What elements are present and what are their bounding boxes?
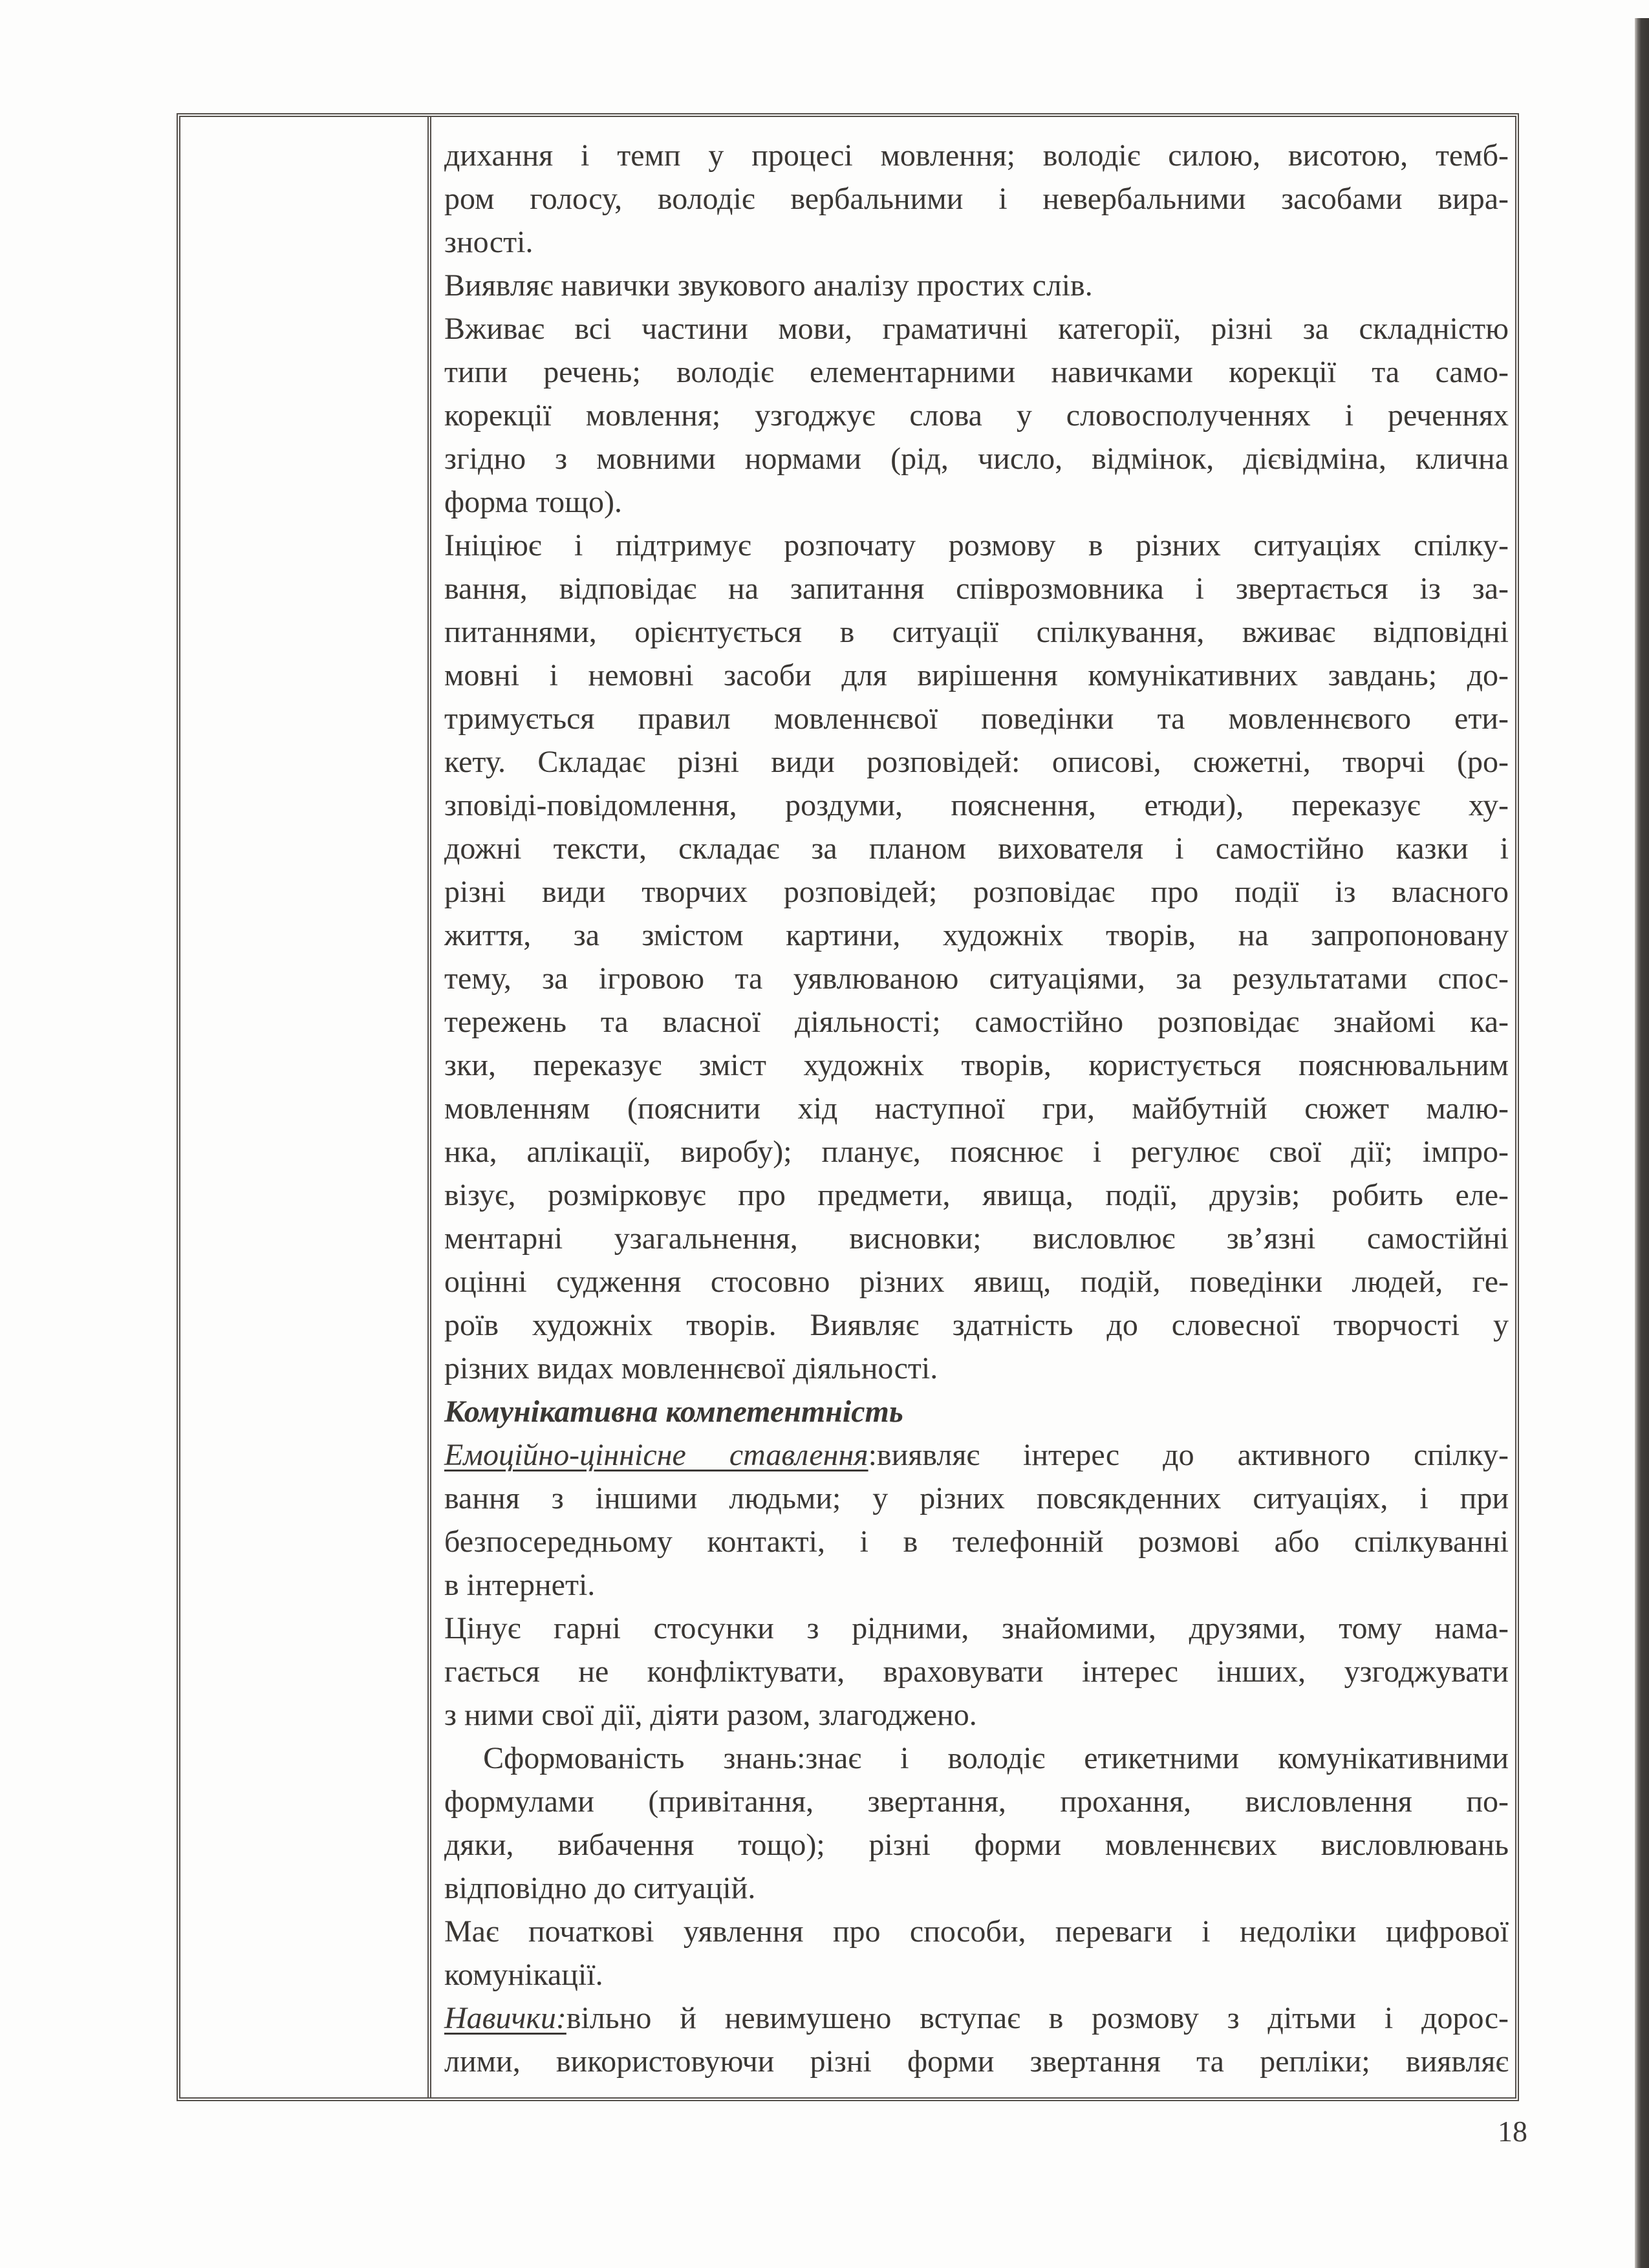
text-line xyxy=(444,1823,1509,1867)
text-line xyxy=(444,350,1509,394)
body-text: в інтернеті. xyxy=(444,1568,596,1602)
text-line xyxy=(444,610,1509,654)
text-line xyxy=(444,784,1509,827)
body-text: ментарні узагальнення, висновки; висловлює зв’язні самостійні xyxy=(444,1221,1509,1256)
page-number: 18 xyxy=(1498,2115,1527,2148)
text-line xyxy=(444,567,1509,610)
body-text: Виявляє навички звукового аналізу простих слів. xyxy=(444,268,1093,303)
text-line xyxy=(444,524,1509,567)
text-line xyxy=(444,220,1509,264)
text-line xyxy=(444,1390,1509,1433)
body-text: Ініціює і підтримує розпочату розмову в різних ситуаціях спілку- xyxy=(444,528,1509,562)
body-text: ром голосу, володіє вербальними і невербальними засобами вира- xyxy=(444,182,1509,216)
body-text: згідно з мовними нормами (рід, число, відмінок, дієвідміна, клична xyxy=(444,442,1509,476)
body-text: комунікації. xyxy=(444,1958,603,1992)
body-text: гається не конфліктувати, враховувати інтерес інших, узгоджувати xyxy=(444,1654,1509,1689)
body-text: різні види творчих розповідей; розповідає про події із власного xyxy=(444,875,1509,909)
text-line xyxy=(444,1953,1509,1996)
body-text: зності. xyxy=(444,225,534,259)
text-line xyxy=(444,914,1509,957)
body-text: нка, аплікації, виробу); планує, пояснює і регулює свої дії; імпро- xyxy=(444,1135,1509,1169)
body-text: мовленням (пояснити хід наступної гри, майбутній сюжет малю- xyxy=(444,1091,1509,1126)
body-text: безпосередньому контакті, і в телефонній розмові або спілкуванні xyxy=(444,1524,1509,1559)
text-line xyxy=(444,2040,1509,2083)
text-line xyxy=(444,957,1509,1000)
text-line xyxy=(444,1737,1509,1780)
text-line xyxy=(444,1867,1509,1910)
body-text: форма тощо). xyxy=(444,485,623,519)
body-text: Сформованість знань:знає і володіє етикетними комунікативними xyxy=(444,1741,1509,1775)
body-text: оцінні судження стосовно різних явищ, подій, поведінки людей, ге- xyxy=(444,1265,1509,1299)
text-line xyxy=(444,1347,1509,1390)
body-text: життя, за змістом картини, художніх творів, на запропоновану xyxy=(444,918,1509,952)
table-cell-empty xyxy=(180,117,431,2097)
heading-text: Комунікативна компетентність xyxy=(444,1395,903,1429)
text-line xyxy=(444,1000,1509,1043)
text-line xyxy=(444,740,1509,784)
text-line xyxy=(444,437,1509,480)
text-line xyxy=(444,1477,1509,1520)
body-text: вільно й невимушено вступає в розмову з дітьми і дорос- xyxy=(566,2001,1509,2035)
body-text: Цінує гарні стосунки з рідними, знайомими, друзями, тому нама- xyxy=(444,1611,1509,1645)
body-text: формулами (привітання, звертання, прохання, висловлення по- xyxy=(444,1784,1509,1819)
text-line xyxy=(444,1780,1509,1823)
underlined-term: Емоційно-ціннісне ставлення xyxy=(444,1438,868,1472)
body-text: тримується правил мовленнєвої поведінки та мовленнєвого ети- xyxy=(444,701,1509,736)
text-line xyxy=(444,1130,1509,1173)
content-table xyxy=(177,113,1519,2101)
table-cell-text xyxy=(431,117,1515,2097)
text-line xyxy=(444,1607,1509,1650)
text-line xyxy=(444,827,1509,870)
text-line xyxy=(444,1910,1509,1953)
text-line xyxy=(444,480,1509,524)
text-line xyxy=(444,307,1509,350)
text-line xyxy=(444,1433,1509,1477)
body-text: корекції мовлення; узгоджує слова у словосполученнях і реченнях xyxy=(444,398,1509,433)
text-line xyxy=(444,1520,1509,1563)
body-text: мовні і немовні засоби для вирішення комунікативних завдань; до- xyxy=(444,658,1509,692)
body-text: дихання і темп у процесі мовлення; володіє силою, висотою, темб- xyxy=(444,138,1509,173)
body-text: тережень та власної діяльності; самостійно розповідає знайомі ка- xyxy=(444,1005,1509,1039)
text-line xyxy=(444,1693,1509,1737)
text-line xyxy=(444,870,1509,914)
body-text: з ними свої дії, діяти разом, злагоджено. xyxy=(444,1698,977,1732)
text-line xyxy=(444,1996,1509,2040)
text-line xyxy=(444,1217,1509,1260)
scan-edge-shadow xyxy=(1635,18,1649,2268)
body-text: дожні тексти, складає за планом вихователя і самостійно казки і xyxy=(444,831,1509,866)
text-line xyxy=(444,1260,1509,1303)
body-text: різних видах мовленнєвої діяльності. xyxy=(444,1351,938,1385)
body-text: відповідно до ситуацій. xyxy=(444,1871,756,1905)
body-text: дяки, вибачення тощо); різні форми мовленнєвих висловлювань xyxy=(444,1828,1509,1862)
body-text: тему, за ігровою та уявлюваною ситуаціями, за результатами спос- xyxy=(444,961,1509,996)
body-text: вання з іншими людьми; у різних повсякденних ситуаціях, і при xyxy=(444,1481,1509,1515)
text-line xyxy=(444,1303,1509,1347)
text-line xyxy=(444,177,1509,220)
body-text: лими, використовуючи різні форми звертання та репліки; виявляє xyxy=(444,2044,1509,2079)
body-text: :виявляє інтерес до активного спілку- xyxy=(868,1438,1509,1472)
body-text: візує, розмірковує про предмети, явища, події, друзів; робить еле- xyxy=(444,1178,1509,1212)
body-text: зки, переказує зміст художніх творів, користується пояснювальним xyxy=(444,1048,1509,1082)
body-text: типи речень; володіє елементарними навичками корекції та само- xyxy=(444,355,1509,389)
body-text: Вживає всі частини мови, граматичні категорії, різні за складністю xyxy=(444,312,1509,346)
text-line xyxy=(444,1043,1509,1087)
body-text: кету. Складає різні види розповідей: описові, сюжетні, творчі (ро- xyxy=(444,745,1509,779)
text-line xyxy=(444,394,1509,437)
text-line xyxy=(444,654,1509,697)
body-text: питаннями, орієнтується в ситуації спілкування, вживає відповідні xyxy=(444,615,1509,649)
text-line xyxy=(444,1173,1509,1217)
underlined-term: Навички: xyxy=(444,2001,566,2035)
body-text: Має початкові уявлення про способи, переваги і недоліки цифрової xyxy=(444,1914,1509,1949)
text-line xyxy=(444,1087,1509,1130)
text-line xyxy=(444,697,1509,740)
body-text: роїв художніх творів. Виявляє здатність до словесної творчості у xyxy=(444,1308,1509,1342)
text-line xyxy=(444,1650,1509,1693)
text-line xyxy=(444,264,1509,307)
text-line xyxy=(444,1563,1509,1607)
body-text: вання, відповідає на запитання співрозмовника і звертається із за- xyxy=(444,572,1509,606)
body-text: зповіді-повідомлення, роздуми, пояснення, етюди), переказує ху- xyxy=(444,788,1509,822)
text-line xyxy=(444,134,1509,177)
